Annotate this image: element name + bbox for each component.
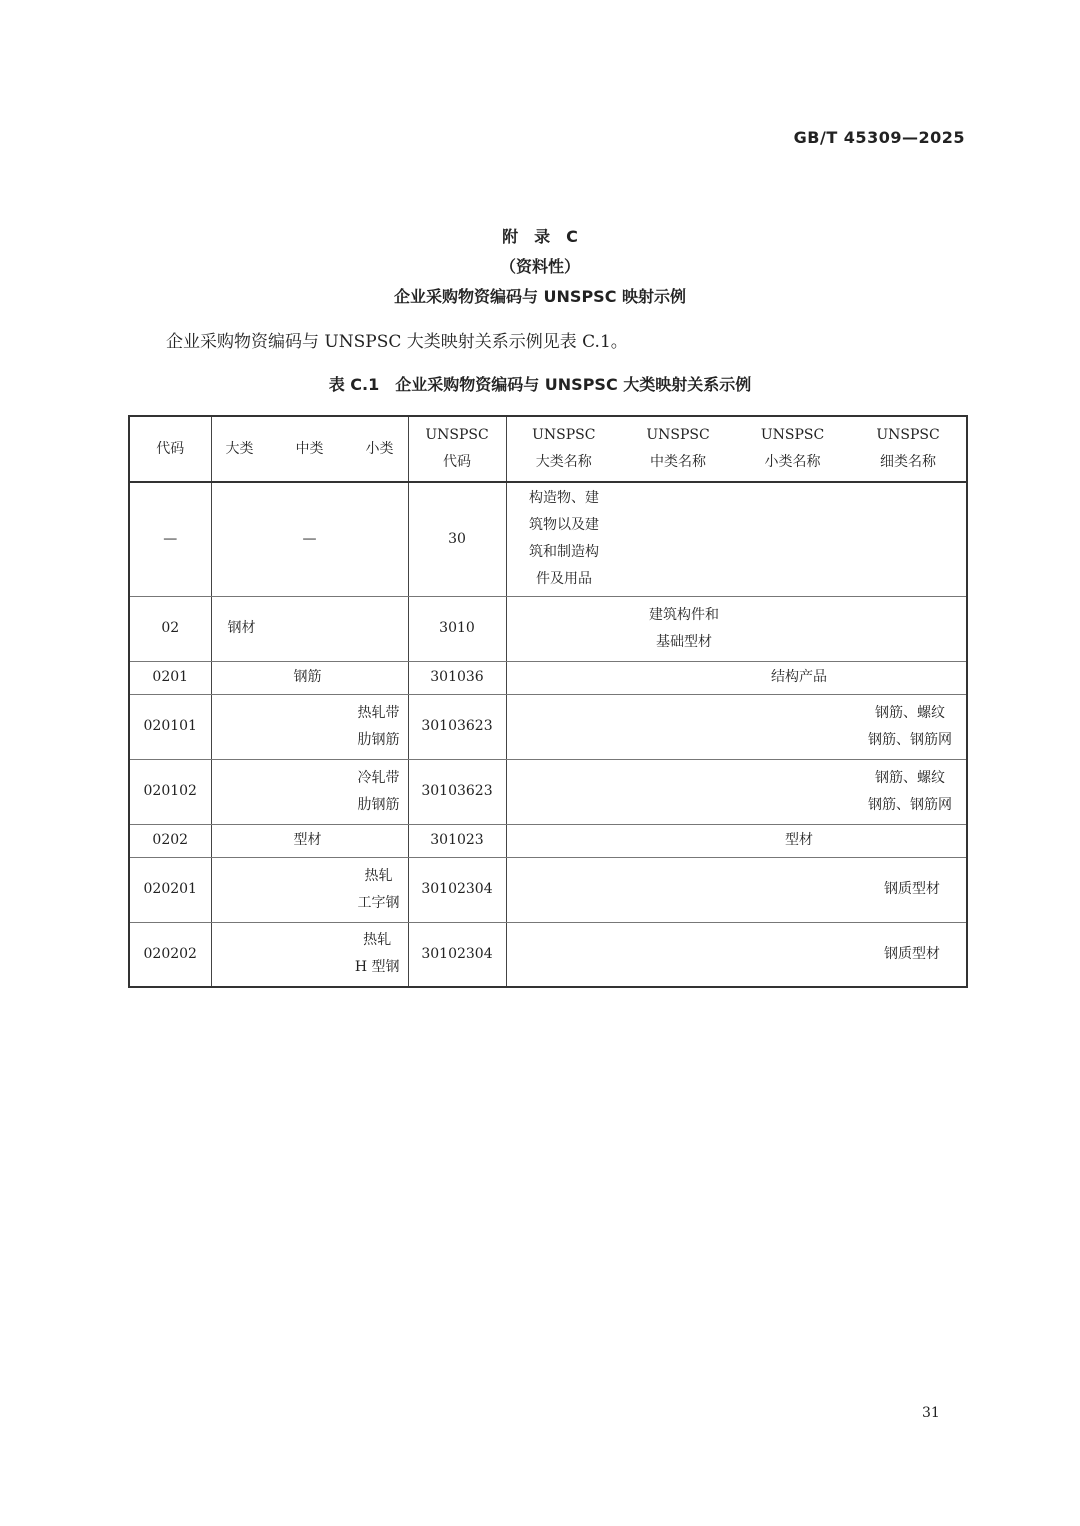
row-category: [211, 694, 408, 759]
segment-name-line: 件及用品: [536, 571, 592, 588]
row-unspsc-names: [506, 482, 967, 596]
category-line: 热轧: [363, 932, 392, 949]
row-code: 020202: [129, 922, 211, 987]
family-name-line: 建筑构件和: [649, 606, 719, 623]
commodity-name-line: 钢筋、钢筋网: [868, 796, 952, 813]
standard-number: GB/T 45309—2025: [793, 128, 965, 147]
header-unspsc-code: [408, 416, 506, 482]
header-segment-line1: UNSPSC: [532, 427, 596, 443]
header-commodity-line1: UNSPSC: [876, 427, 940, 443]
class-name: 型材: [785, 832, 813, 848]
row-unspsc: 30: [408, 482, 506, 596]
row-unspsc-names: [506, 596, 967, 661]
table-header-row: [129, 416, 967, 482]
row-category: [211, 759, 408, 824]
table-caption: 表 C.1 企业采购物资编码与 UNSPSC 大类映射关系示例: [328, 375, 752, 394]
row-unspsc: 3010: [408, 596, 506, 661]
row-code: 0201: [129, 661, 211, 694]
commodity-name-line: 钢筋、钢筋网: [868, 731, 952, 748]
header-class-line1: UNSPSC: [760, 427, 825, 443]
row-unspsc-names: [506, 661, 967, 694]
row-unspsc: 30102304: [408, 857, 506, 922]
row-unspsc: 301036: [408, 661, 506, 694]
header-code: 代码: [129, 416, 211, 482]
row-category: —: [211, 482, 408, 596]
intro-paragraph: 企业采购物资编码与 UNSPSC 大类映射关系示例见表 C.1。: [166, 332, 628, 352]
family-name-line: 基础型材: [656, 633, 712, 650]
header-category: [211, 416, 408, 482]
row-unspsc-names: [506, 824, 967, 857]
row-code: 0202: [129, 824, 211, 857]
segment-name-line: 筑和制造构: [529, 544, 599, 561]
class-name: 结构产品: [771, 669, 827, 685]
commodity-name-line: 钢筋、螺纹: [875, 704, 945, 721]
category-line: 热轧带: [357, 704, 400, 721]
row-category: [211, 857, 408, 922]
header-class-line2: 小类名称: [764, 454, 821, 470]
header-class: [735, 416, 850, 482]
commodity-name-line: 钢筋、螺纹: [875, 769, 945, 786]
category-line: 肋钢筋: [357, 731, 400, 748]
row-category: 钢材: [211, 596, 408, 661]
table-row: [129, 857, 967, 922]
row-unspsc: 30102304: [408, 922, 506, 987]
category-line: 热轧: [364, 867, 393, 884]
header-unspsc-code-line2: 代码: [443, 454, 471, 470]
category-line: 工字钢: [357, 894, 400, 911]
row-unspsc-names: [506, 759, 967, 824]
header-commodity-line2: 细类名称: [880, 454, 936, 470]
row-category: 钢筋: [211, 661, 408, 694]
page-number: 31: [922, 1405, 940, 1421]
row-code: —: [129, 482, 211, 596]
row-code: 020102: [129, 759, 211, 824]
table-row: [129, 922, 967, 987]
appendix-title: 企业采购物资编码与 UNSPSC 映射示例: [393, 287, 687, 306]
row-code: 02: [129, 596, 211, 661]
row-unspsc: 30103623: [408, 694, 506, 759]
header-major: 大类: [225, 440, 254, 457]
category-line: 肋钢筋: [357, 796, 400, 813]
segment-name-line: 筑物以及建: [529, 517, 599, 534]
table-row: [129, 661, 967, 694]
row-category: [211, 922, 408, 987]
table-row: [129, 694, 967, 759]
table-row: [129, 596, 967, 661]
header-segment-line2: 大类名称: [535, 454, 592, 470]
commodity-name: 钢质型材: [506, 857, 967, 922]
row-unspsc-names: [506, 694, 967, 759]
segment-name-line: 构造物、建: [529, 490, 599, 507]
row-unspsc: 301023: [408, 824, 506, 857]
row-code: 020101: [129, 694, 211, 759]
commodity-name: 钢质型材: [506, 922, 967, 987]
category-line: 冷轧带: [357, 769, 400, 786]
category-line: H 型钢: [354, 959, 400, 976]
header-family-line2: 中类名称: [650, 454, 706, 470]
mapping-table: [128, 415, 968, 988]
appendix-label: 附 录 C: [502, 227, 578, 246]
header-segment: [506, 416, 621, 482]
appendix-nature: （资料性）: [499, 257, 580, 276]
header-family-line1: UNSPSC: [646, 427, 710, 443]
header-unspsc-code-line1: UNSPSC: [425, 427, 489, 443]
table-row: [129, 759, 967, 824]
header-middle: 中类: [295, 440, 324, 457]
table-row: [129, 482, 967, 596]
header-minor: 小类: [365, 440, 394, 457]
row-category: 型材: [211, 824, 408, 857]
row-code: 020201: [129, 857, 211, 922]
row-unspsc: 30103623: [408, 759, 506, 824]
header-commodity: [850, 416, 967, 482]
table-row: [129, 824, 967, 857]
header-family: [621, 416, 735, 482]
